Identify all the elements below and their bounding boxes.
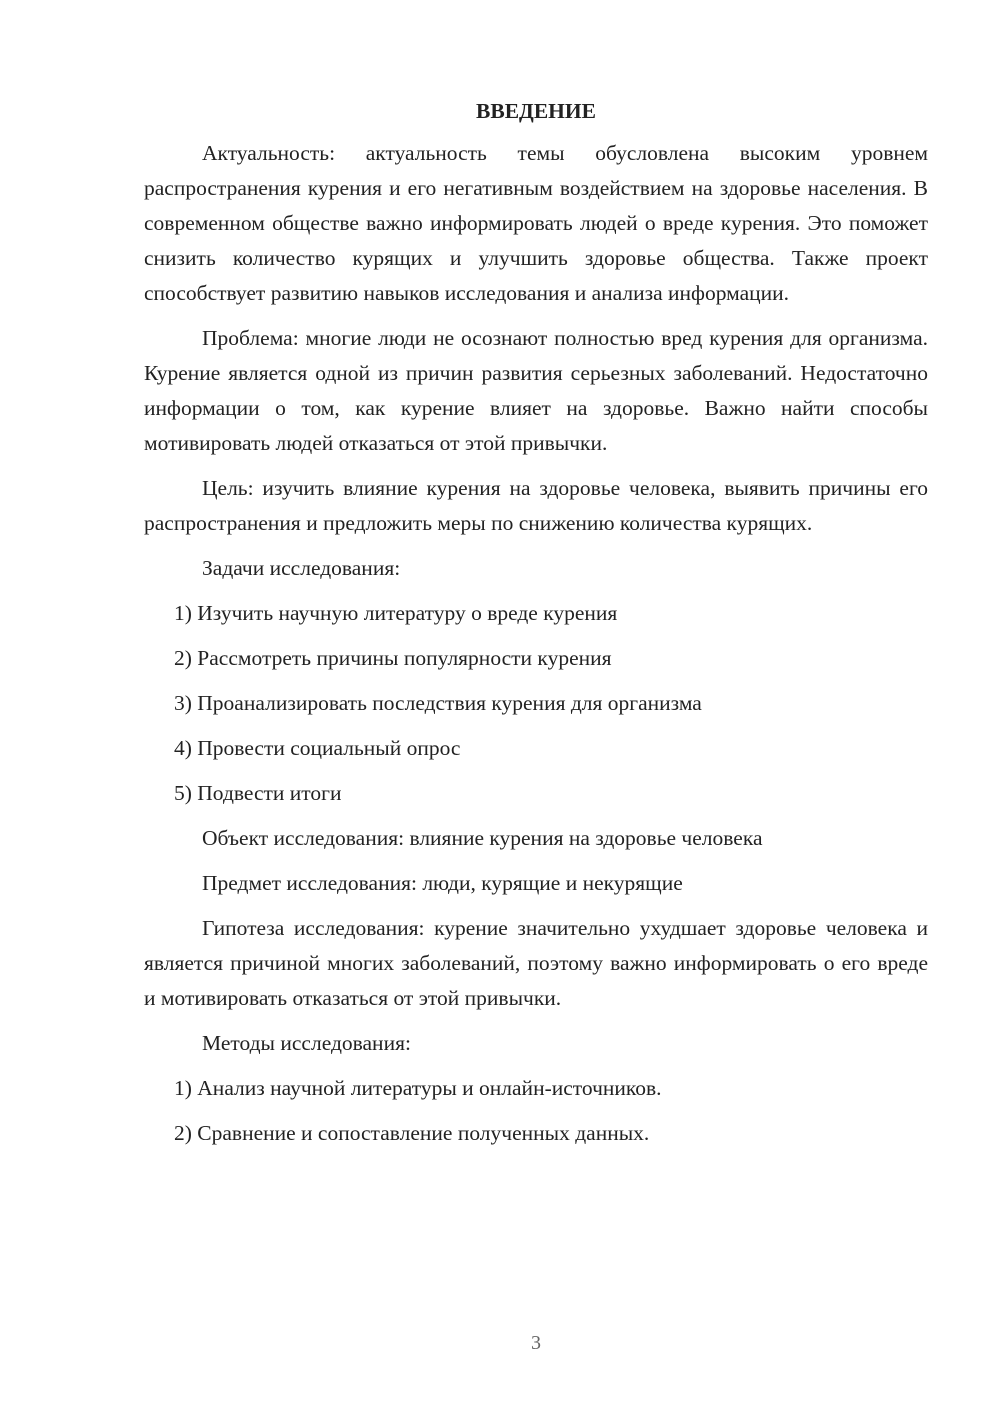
section-title: ВВЕДЕНИЕ bbox=[476, 99, 596, 123]
page-number: 3 bbox=[531, 1332, 541, 1354]
methods-list bbox=[144, 1071, 928, 1151]
tasks-heading: Задачи исследования: bbox=[202, 556, 401, 580]
list-item: 4) Провести социальный опрос bbox=[174, 736, 461, 760]
problem-paragraph: Проблема: многие люди не осознают полностью вред курения для организма. Курение является одной из причин развития серьезных заболеваний. Недостаточно информации о том, как курение влияет на здоровье. Важно найти способы мотивировать людей отказаться от этой привычки. bbox=[144, 326, 928, 455]
research-object: Объект исследования: влияние курения на здоровье человека bbox=[202, 826, 763, 850]
goal-paragraph: Цель: изучить влияние курения на здоровье человека, выявить причины его распространения и предложить меры по снижению количества курящих. bbox=[144, 476, 928, 535]
tasks-list bbox=[144, 596, 928, 811]
hypothesis-paragraph: Гипотеза исследования: курение значительно ухудшает здоровье человека и является причиной многих заболеваний, поэтому важно информировать о его вреде и мотивировать отказаться от этой привычки. bbox=[144, 916, 928, 1010]
list-item: 2) Сравнение и сопоставление полученных данных. bbox=[174, 1121, 650, 1145]
research-subject: Предмет исследования: люди, курящие и некурящие bbox=[202, 871, 683, 895]
list-item: 1) Анализ научной литературы и онлайн-источников. bbox=[174, 1076, 662, 1100]
list-item: 2) Рассмотреть причины популярности курения bbox=[174, 646, 612, 670]
document-page bbox=[144, 96, 928, 1161]
list-item: 5) Подвести итоги bbox=[174, 781, 342, 805]
list-item: 1) Изучить научную литературу о вреде курения bbox=[174, 601, 618, 625]
list-item: 3) Проанализировать последствия курения для организма bbox=[174, 691, 702, 715]
relevance-paragraph: Актуальность: актуальность темы обусловлена высоким уровнем распространения курения и его негативным воздействием на здоровье населения. В современном обществе важно информировать людей о вреде курения. Это поможет снизить количество курящих и улучшить здоровье общества. Также проект способствует развитию навыков исследования и анализа информации. bbox=[144, 141, 928, 305]
methods-heading: Методы исследования: bbox=[202, 1031, 411, 1055]
